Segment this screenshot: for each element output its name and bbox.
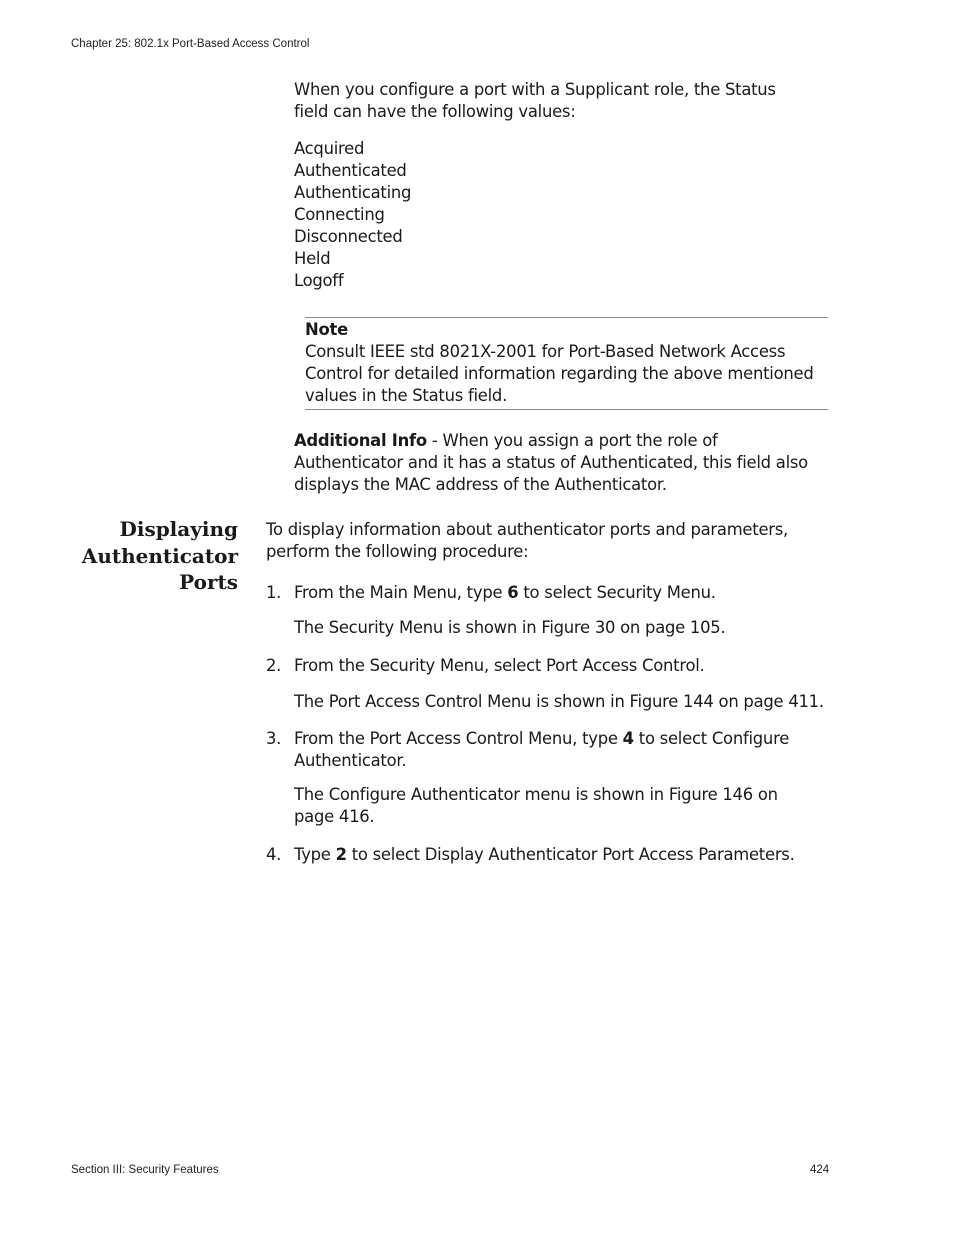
step-result: The Port Access Control Menu is shown in Figure 144 on page 411. [294,692,824,711]
additional-info-label: Additional Info [294,431,427,450]
step-number: 4. [266,845,282,864]
additional-info-text: - When you assign a port the role of Authenticator and it has a status of Authenticated, this field also displays the MAC address of the Authenticator. [294,431,808,494]
step-text: Type 2 to select Display Authenticator Port Access Parameters. [294,845,795,864]
note-box [305,317,828,410]
note-text: Consult IEEE std 8021X-2001 for Port-Based Network Access Control for detailed information regarding the above mentioned values in the Status field. [305,342,814,405]
list-item: Authenticated [294,161,407,180]
procedure-intro: To display information about authenticator ports and parameters, perform the following procedure: [266,520,789,561]
status-values-list [294,138,594,292]
list-item: Logoff [294,271,344,290]
page-number: 424 [810,1164,830,1176]
list-item: Acquired [294,139,365,158]
list-item: Connecting [294,205,385,224]
step-result: The Security Menu is shown in Figure 30 on page 105. [294,618,726,637]
list-item: Authenticating [294,183,412,202]
step-text: From the Security Menu, select Port Access Control. [294,656,705,675]
running-header: Chapter 25: 802.1x Port-Based Access Control [71,38,310,50]
additional-info-paragraph [294,430,814,496]
section-heading: Displaying Authenticator Ports [81,517,238,594]
list-item: Held [294,249,331,268]
step-text: From the Port Access Control Menu, type 4 to select Configure Authenticator. [294,729,790,770]
step-number: 1. [266,583,282,602]
step-number: 2. [266,656,282,675]
step-result: The Configure Authenticator menu is shown in Figure 146 on page 416. [294,785,778,826]
footer-section: Section III: Security Features [71,1164,219,1176]
list-item: Disconnected [294,227,403,246]
step-number: 3. [266,729,282,748]
note-title: Note [305,320,348,339]
intro-paragraph: When you configure a port with a Supplicant role, the Status field can have the following values: [294,80,776,121]
step-text: From the Main Menu, type 6 to select Security Menu. [294,583,716,602]
